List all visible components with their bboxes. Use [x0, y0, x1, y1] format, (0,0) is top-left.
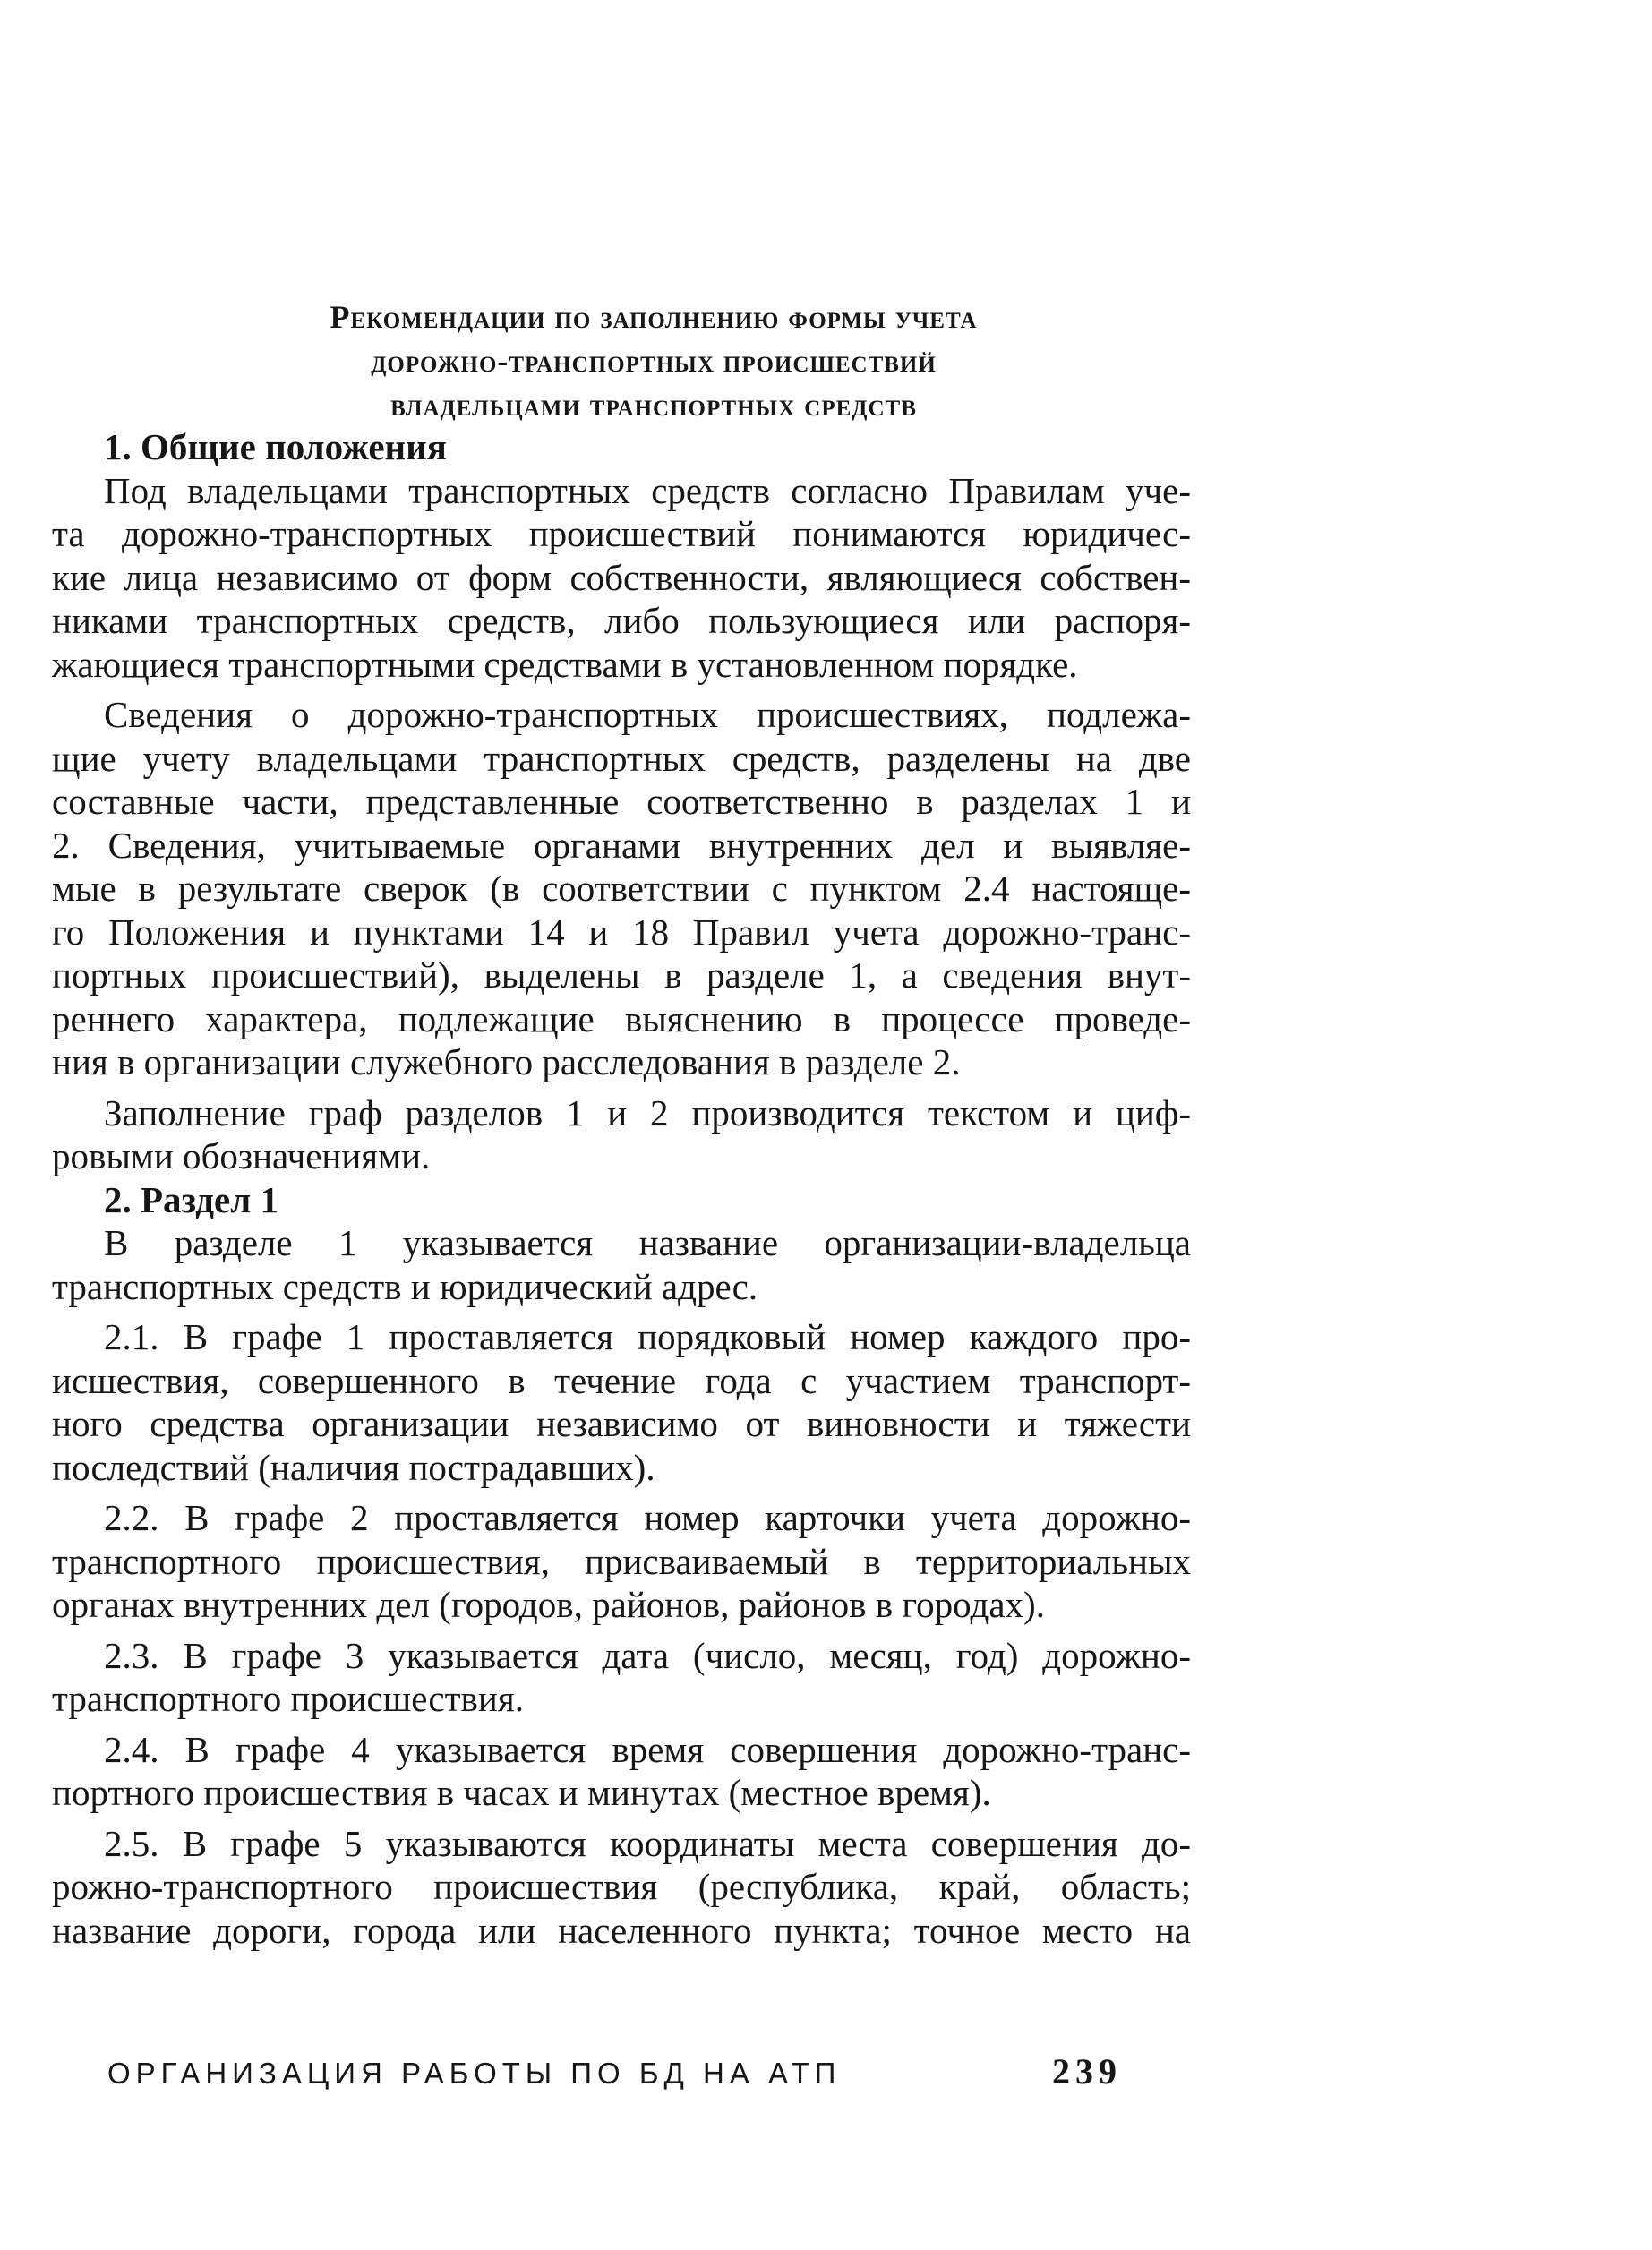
heading-line: владельцами транспортных средств — [390, 387, 917, 423]
text-line: название дороги, города или населенного пункта; точное место на — [52, 1909, 1191, 1951]
text-line: 2.4. В графе 4 указывается время совершения дорожно-транс- — [104, 1728, 1191, 1770]
text-line: ния в организации служебного расследования в разделе 2. — [52, 1041, 961, 1082]
paragraph — [52, 1822, 1191, 1953]
text-line: портных происшествий), выделены в разделе 1, а сведения внут- — [52, 954, 1191, 996]
text-line: 2. Сведения, учитываемые органами внутренних дел и выявляе- — [52, 824, 1191, 866]
text-line: ровыми обозначениями. — [52, 1135, 431, 1176]
text-line: та дорожно-транспортных происшествий понимаются юридичес- — [52, 513, 1191, 554]
text-line: 2.1. В графе 1 проставляется порядковый номер каждого про- — [104, 1316, 1191, 1357]
paragraph — [52, 1496, 1191, 1627]
text-line: щие учету владельцами транспортных средств, разделены на две — [52, 737, 1191, 779]
section-title: 2. Раздел 1 — [104, 1178, 278, 1220]
text-line: Под владельцами транспортных средств согласно Правилам уче- — [104, 469, 1191, 511]
paragraph — [52, 1634, 1191, 1721]
text-line: 2.5. В графе 5 указываются координаты места совершения до- — [104, 1822, 1191, 1864]
text-line: 2.2. В графе 2 проставляется номер карточки учета дорожно- — [104, 1497, 1191, 1538]
text-line: Заполнение граф разделов 1 и 2 производится текстом и циф- — [104, 1091, 1191, 1134]
text-line: транспортных средств и юридический адрес. — [52, 1265, 758, 1307]
text-line: кие лица независимо от форм собственности, являющиеся собствен- — [52, 556, 1191, 598]
heading-line: Рекомендации по заполнению формы учета — [330, 299, 978, 335]
text-line: жающиеся транспортными средствами в установленном порядке. — [52, 643, 1078, 685]
text-line: реннего характера, подлежащие выяснению в процессе проведе- — [52, 997, 1191, 1039]
paragraph — [52, 1315, 1191, 1489]
text-line: мые в результате сверок (в соответствии с пунктом 2.4 настояще- — [52, 868, 1191, 909]
text-line: В разделе 1 указывается название организации-владельца — [104, 1222, 1191, 1263]
text-line: го Положения и пунктами 14 и 18 Правил учета дорожно-транс- — [52, 911, 1191, 953]
page-number: 239 — [1052, 2051, 1122, 2092]
paragraph — [52, 1091, 1191, 1178]
heading-line: дорожно-транспортных происшествий — [371, 343, 937, 379]
text-line: исшествия, совершенного в течение года с участием транспорт- — [52, 1359, 1191, 1401]
text-line: органах внутренних дел (городов, районов, районов в городах). — [52, 1584, 1045, 1625]
text-line: 2.3. В графе 3 указывается дата (число, месяц, год) дорожно- — [104, 1634, 1191, 1676]
text-line: транспортного происшествия, присваиваемый в территориальных — [52, 1540, 1191, 1582]
text-line: никами транспортных средств, либо пользующиеся или распоря- — [52, 600, 1191, 641]
text-line: портного происшествия в часах и минутах (местное время). — [52, 1772, 991, 1813]
text-line: последствий (наличия пострадавших). — [52, 1446, 655, 1488]
paragraph — [52, 693, 1191, 1084]
text-line: ного средства организации независимо от виновности и тяжести — [52, 1403, 1191, 1444]
document-heading — [54, 295, 1254, 427]
text-line: рожно-транспортного происшествия (республика, край, область; — [52, 1866, 1191, 1907]
section-title: 1. Общие положения — [104, 426, 447, 467]
paragraph — [52, 1728, 1191, 1815]
text-line: Сведения о дорожно-транспортных происшествиях, подлежа- — [104, 694, 1191, 735]
running-footer-title: ОРГАНИЗАЦИЯ РАБОТЫ ПО БД НА АТП — [107, 2057, 842, 2090]
text-line: транспортного происшествия. — [52, 1678, 524, 1719]
text-line: составные части, представленные соответственно в разделах 1 и — [52, 781, 1191, 822]
paragraph — [52, 469, 1191, 687]
paragraph — [52, 1221, 1191, 1308]
body-text — [52, 425, 1191, 1952]
